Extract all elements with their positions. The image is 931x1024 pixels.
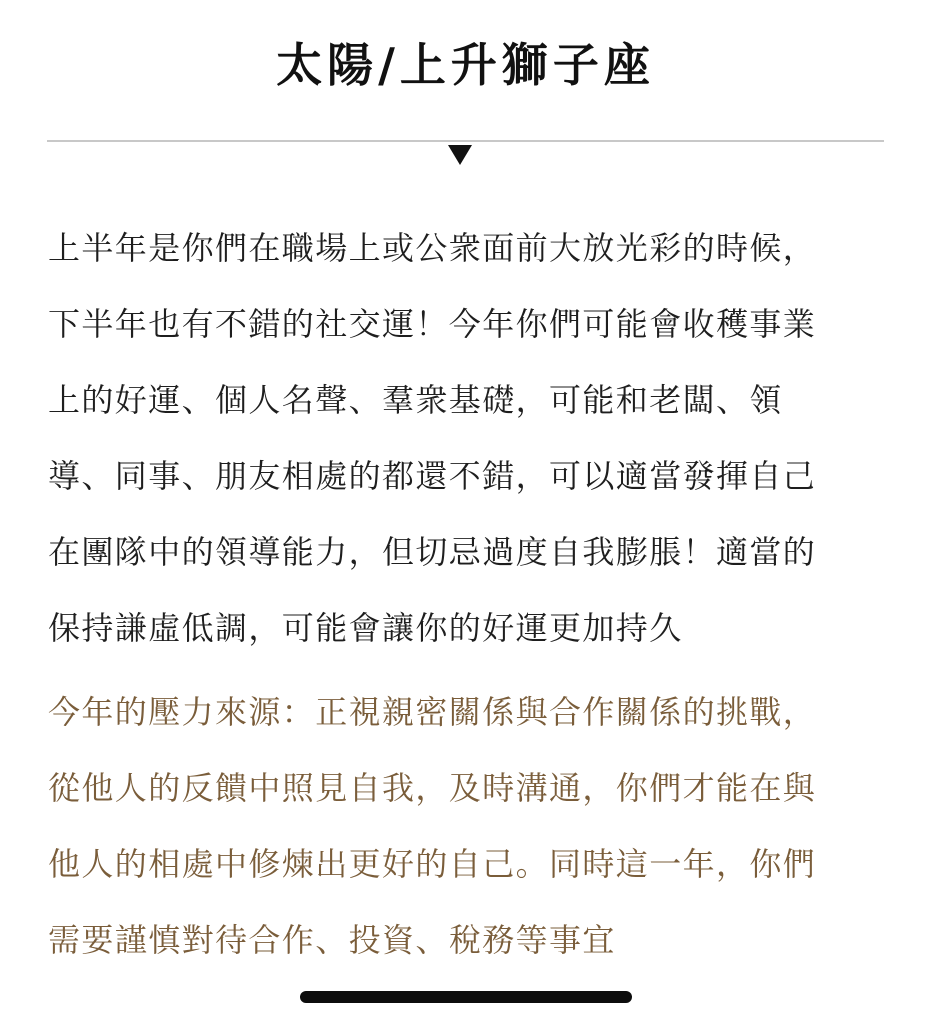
- main-paragraph-line: 導、同事、朋友相處的都還不錯，可以適當發揮自己: [48, 457, 817, 495]
- main-paragraph-line: 保持謙虛低調，可能會讓你的好運更加持久: [48, 609, 683, 647]
- pressure-paragraph: [48, 674, 888, 978]
- main-paragraph-line: 在團隊中的領導能力，但切忌過度自我膨脹！適當的: [48, 533, 817, 571]
- home-indicator[interactable]: [300, 991, 632, 1003]
- pressure-paragraph-line: 需要謹慎對待合作、投資、稅務等事宜: [48, 921, 616, 959]
- main-paragraph-line: 上半年是你們在職場上或公衆面前大放光彩的時候，: [48, 229, 817, 267]
- down-triangle-icon: [448, 145, 472, 165]
- pressure-paragraph-line: 從他人的反饋中照見自我，及時溝通，你們才能在與: [48, 769, 817, 807]
- page-title: 太陽/上升獅子座: [276, 38, 655, 92]
- divider-line: [47, 140, 884, 142]
- pressure-paragraph-line: 今年的壓力來源：正視親密關係與合作關係的挑戰，: [48, 693, 817, 731]
- main-paragraph-line: 上的好運、個人名聲、羣衆基礎，可能和老闆、領: [48, 381, 783, 419]
- pressure-paragraph-line: 他人的相處中修煉出更好的自己。同時這一年，你們: [48, 845, 817, 883]
- main-paragraph-line: 下半年也有不錯的社交運！今年你們可能會收穫事業: [48, 305, 817, 343]
- main-paragraph: [48, 210, 888, 666]
